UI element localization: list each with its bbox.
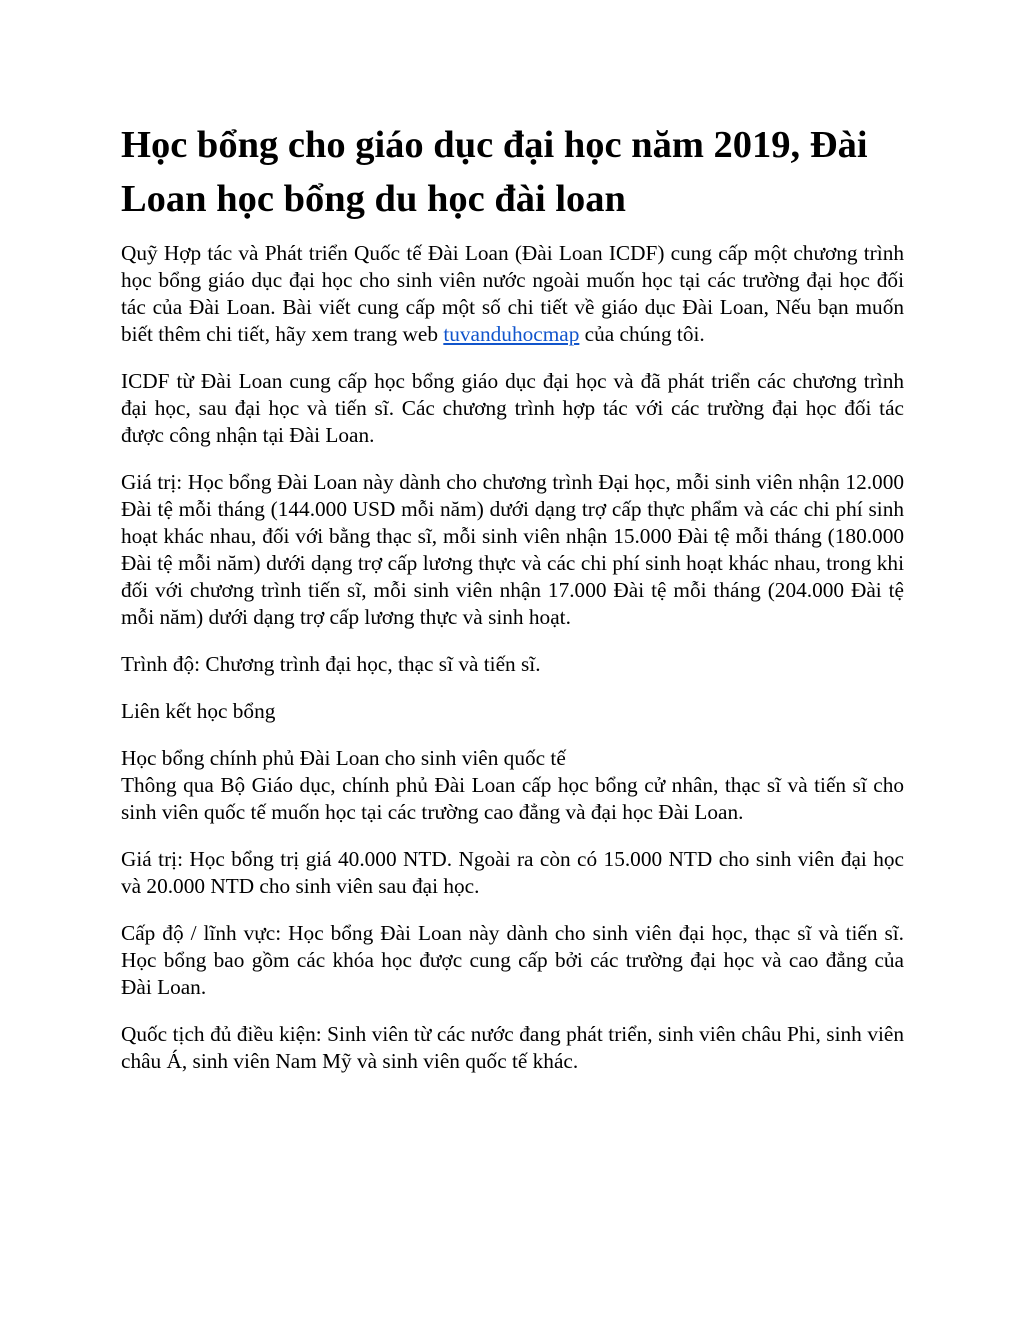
intro-text: Quỹ Hợp tác và Phát triển Quốc tế Đài Loan (Đài Loan ICDF) cung cấp một chương trình học bổng giáo dục đại học cho sinh viên nước ngoài muốn học tại các trường đại học đối tác của Đài Loan. Bài viết cung cấp một số chi tiết về giáo dục Đài Loan, Nếu bạn muốn biết thêm chi tiết, hãy xem trang web — [121, 241, 904, 346]
nationality-paragraph: Quốc tịch đủ điều kiện: Sinh viên từ các nước đang phát triển, sinh viên châu Phi, sinh viên châu Á, sinh viên Nam Mỹ và sinh viên quốc tế khác. — [121, 1022, 904, 1073]
gov-scholarship-title: Học bổng chính phủ Đài Loan cho sinh viên quốc tế — [121, 746, 566, 770]
gov-scholarship-paragraph — [121, 745, 904, 826]
icdf-paragraph: ICDF từ Đài Loan cung cấp học bổng giáo dục đại học và đã phát triển các chương trình đại học, sau đại học và tiến sĩ. Các chương trình hợp tác với các trường đại học đối tác được công nhận tại Đài Loan. — [121, 369, 904, 447]
document-title: Học bổng cho giáo dục đại học năm 2019, Đài Loan học bổng du học đài loan — [121, 124, 868, 220]
scholarship-links-paragraph: Liên kết học bổng — [121, 699, 276, 723]
document-page — [121, 118, 904, 1095]
gov-field-paragraph: Cấp độ / lĩnh vực: Học bổng Đài Loan này dành cho sinh viên đại học, thạc sĩ và tiến sĩ. Học bổng bao gồm các khóa học được cung cấp bởi các trường đại học và cao đẳng của Đài Loan. — [121, 921, 904, 999]
intro-text-end: của chúng tôi. — [579, 322, 705, 346]
intro-paragraph — [121, 240, 904, 348]
value-paragraph: Giá trị: Học bổng Đài Loan này dành cho chương trình Đại học, mỗi sinh viên nhận 12.000 Đài tệ mỗi tháng (144.000 USD mỗi năm) dưới dạng trợ cấp thực phẩm và các chi phí sinh hoạt khác nhau, đối với bằng thạc sĩ, mỗi sinh viên nhận 15.000 Đài tệ mỗi tháng (180.000 Đài tệ mỗi năm) dưới dạng trợ cấp lương thực và các chi phí sinh hoạt khác nhau, trong khi đối với chương trình tiến sĩ, mỗi sinh viên nhận 17.000 Đài tệ mỗi tháng (204.000 Đài tệ mỗi năm) dưới dạng trợ cấp lương thực và sinh hoạt. — [121, 470, 904, 629]
gov-scholarship-body: Thông qua Bộ Giáo dục, chính phủ Đài Loan cấp học bổng cử nhân, thạc sĩ và tiến sĩ cho sinh viên quốc tế muốn học tại các trường cao đẳng và đại học Đài Loan. — [121, 773, 904, 824]
level-paragraph: Trình độ: Chương trình đại học, thạc sĩ và tiến sĩ. — [121, 652, 541, 676]
tuvanduhocmap-link[interactable]: tuvanduhocmap — [443, 322, 580, 346]
gov-value-paragraph: Giá trị: Học bổng trị giá 40.000 NTD. Ngoài ra còn có 15.000 NTD cho sinh viên đại học và 20.000 NTD cho sinh viên sau đại học. — [121, 847, 904, 898]
